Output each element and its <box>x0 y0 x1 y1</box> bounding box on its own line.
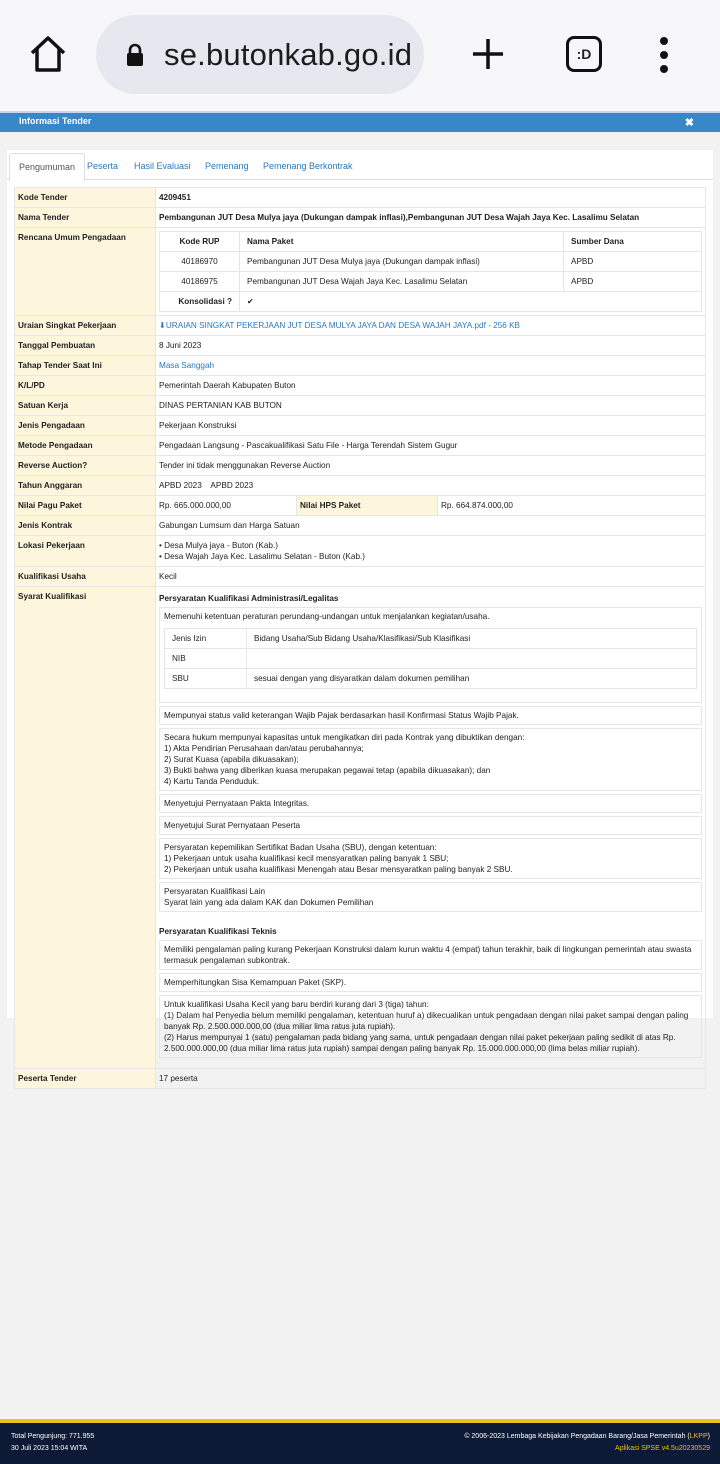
pagu-value: Rp. 665.000.000,00 <box>156 496 297 516</box>
table-row <box>15 356 706 376</box>
dialog-title: Informasi Tender <box>19 116 92 126</box>
table-row <box>15 536 706 567</box>
field-label: Nilai HPS Paket <box>297 496 438 516</box>
lokasi-list <box>159 540 702 562</box>
field-label: Jenis Pengadaan <box>15 416 156 436</box>
syarat-line: 2) Surat Kuasa (apabila dikuasakan); <box>164 755 299 764</box>
field-label: Kualifikasi Usaha <box>15 567 156 587</box>
tender-panel <box>7 150 713 1083</box>
column-header: Nama Paket <box>240 232 564 252</box>
metode-value: Pengadaan Langsung - Pascakualifikasi Satu File - Harga Terendah Sistem Gugur <box>156 436 706 456</box>
syarat-item: Menyetujui Pernyataan Pakta Integritas. <box>159 794 702 813</box>
field-label: Syarat Kualifikasi <box>15 587 156 1069</box>
footer <box>0 1419 720 1464</box>
tab-pengumuman[interactable]: Pengumuman <box>9 153 85 181</box>
browser-toolbar <box>0 0 720 112</box>
peserta-value: 17 peserta <box>156 1069 706 1089</box>
footer-datetime: 30 Juli 2023 15:04 WITA <box>11 1445 88 1452</box>
syarat-item: Memenuhi ketentuan peraturan perundang-undangan untuk menjalankan kegiatan/usaha. <box>164 612 490 621</box>
url-text: se.butonkab.go.id <box>164 37 413 72</box>
izin-bidang <box>247 649 697 669</box>
close-icon[interactable]: ✖ <box>684 117 694 129</box>
copyright <box>464 1433 710 1440</box>
table-row <box>15 416 706 436</box>
syarat-line: (1) Dalam hal Penyedia belum memiliki pengalaman, ketentuan huruf a) dikecualikan untuk pengadaan dengan nilai paket sampai dengan paling banyak Rp. 2.500.000.000,00 (dua miliar lima ratus juta rupiah). <box>164 1011 689 1031</box>
table-row <box>15 496 706 516</box>
table-row <box>15 376 706 396</box>
table-row <box>15 228 706 316</box>
section-title: Persyaratan Kualifikasi Teknis <box>159 927 277 936</box>
lkpp-link[interactable]: LKPP <box>689 1433 708 1440</box>
hps-value: Rp. 664.874.000,00 <box>438 496 706 516</box>
tab-hasil-evaluasi[interactable]: Hasil Evaluasi <box>134 161 191 171</box>
syarat-item <box>159 728 702 791</box>
rup-sumber: APBD <box>564 252 702 272</box>
syarat-item: Menyetujui Surat Pernyataan Peserta <box>159 816 702 835</box>
column-header: Sumber Dana <box>564 232 702 252</box>
column-header: Kode RUP <box>160 232 240 252</box>
nama-tender: Pembangunan JUT Desa Mulya jaya (Dukungan dampak inflasi),Pembangunan JUT Desa Wajah Jaya Kec. Lasalimu Selatan <box>156 208 706 228</box>
syarat-line: Untuk kualifikasi Usaha Kecil yang baru berdiri kurang dari 3 (tiga) tahun: <box>164 1000 429 1009</box>
kode-tender: 4209451 <box>156 188 706 208</box>
syarat-item <box>159 882 702 912</box>
syarat-line: Syarat lain yang ada dalam KAK dan Dokumen Pemilihan <box>164 898 374 907</box>
section-title: Persyaratan Kualifikasi Administrasi/Legalitas <box>159 594 339 603</box>
tender-info-table <box>14 187 706 1089</box>
uraian-download-link[interactable]: URAIAN SINGKAT PEKERJAAN JUT DESA MULYA JAYA DAN DESA WAJAH JAYA.pdf - 256 KB <box>165 321 521 330</box>
syarat-item <box>159 995 702 1058</box>
syarat-line: 1) Pekerjaan untuk usaha kualifikasi kecil mensyaratkan paling banyak 1 SBU; <box>164 854 449 863</box>
izin-table <box>164 628 697 689</box>
field-label: Rencana Umum Pengadaan <box>15 228 156 316</box>
jenis-value: Pekerjaan Konstruksi <box>156 416 706 436</box>
table-row <box>165 649 697 669</box>
table-row <box>15 456 706 476</box>
table-row <box>15 396 706 416</box>
table-row <box>15 476 706 496</box>
rup-nama: Pembangunan JUT Desa Wajah Jaya Kec. Lasalimu Selatan <box>240 272 564 292</box>
syarat-line: 3) Bukti bahwa yang diberikan kuasa merupakan pegawai tetap (apabila dikuasakan); dan <box>164 766 491 775</box>
tab-bar <box>7 150 713 180</box>
download-icon: ⬇ <box>159 321 166 330</box>
syarat-line: Secara hukum mempunyai kapasitas untuk mengikatkan diri pada Kontrak yang dibuktikan dengan: <box>164 733 525 742</box>
tab-switcher-button[interactable]: :D <box>566 36 602 72</box>
field-label: Metode Pengadaan <box>15 436 156 456</box>
more-menu-icon[interactable] <box>658 37 670 73</box>
tab-pemenang-berkontrak[interactable]: Pemenang Berkontrak <box>263 161 353 171</box>
syarat-item: Memiliki pengalaman paling kurang Pekerjaan Konstruksi dalam kurun waktu 4 (empat) tahun terakhir, baik di lingkungan pemerintah atau swasta termasuk pengalaman subkontrak. <box>159 940 702 970</box>
field-label: Nilai Pagu Paket <box>15 496 156 516</box>
field-label: K/L/PD <box>15 376 156 396</box>
table-row <box>15 208 706 228</box>
field-label: Tahun Anggaran <box>15 476 156 496</box>
syarat-line: 2) Pekerjaan untuk usaha kualifikasi Menengah atau Besar mensyaratkan paling banyak 2 SBU. <box>164 865 513 874</box>
list-item: • Desa Wajah Jaya Kec. Lasalimu Selatan - Buton (Kab.) <box>159 551 702 562</box>
column-header: Jenis Izin <box>165 629 247 649</box>
field-label: Uraian Singkat Pekerjaan <box>15 316 156 336</box>
table-row <box>165 669 697 689</box>
syarat-line: 1) Akta Pendirian Perusahaan dan/atau perubahannya; <box>164 744 364 753</box>
field-label: Kode Tender <box>15 188 156 208</box>
field-label: Nama Tender <box>15 208 156 228</box>
rup-table <box>159 231 702 312</box>
kualifikasi-value: Kecil <box>156 567 706 587</box>
rup-row <box>160 272 702 292</box>
rup-kode: 40186970 <box>160 252 240 272</box>
konsolidasi-row <box>160 292 702 312</box>
address-bar[interactable] <box>96 15 424 94</box>
rup-nama: Pembangunan JUT Desa Mulya jaya (Dukungan dampak inflasi) <box>240 252 564 272</box>
syarat-line: Persyaratan kepemilikan Sertifikat Badan Usaha (SBU), dengan ketentuan: <box>164 843 437 852</box>
lock-icon <box>125 43 145 67</box>
syarat-line: 4) Kartu Tanda Penduduk. <box>164 777 259 786</box>
izin-jenis: NIB <box>165 649 247 669</box>
klpd-value: Pemerintah Daerah Kabupaten Buton <box>156 376 706 396</box>
table-row <box>15 436 706 456</box>
kontrak-value: Gabungan Lumsum dan Harga Satuan <box>156 516 706 536</box>
rup-kode: 40186975 <box>160 272 240 292</box>
table-row <box>15 336 706 356</box>
new-tab-icon[interactable] <box>470 36 506 72</box>
field-label: Satuan Kerja <box>15 396 156 416</box>
field-label: Tahap Tender Saat Ini <box>15 356 156 376</box>
tanggal-pembuatan: 8 Juni 2023 <box>156 336 706 356</box>
copyright-text: ) <box>707 1433 710 1440</box>
check-icon: ✔ <box>240 292 702 312</box>
tab-peserta[interactable]: Peserta <box>87 161 119 171</box>
field-label: Tanggal Pembuatan <box>15 336 156 356</box>
izin-jenis: SBU <box>165 669 247 689</box>
table-row <box>15 188 706 208</box>
syarat-item: Memperhitungkan Sisa Kemampuan Paket (SKP). <box>159 973 702 992</box>
field-label: Jenis Kontrak <box>15 516 156 536</box>
app-version: Aplikasi SPSE v4.5u20230529 <box>615 1445 710 1452</box>
table-row <box>15 516 706 536</box>
column-header: Bidang Usaha/Sub Bidang Usaha/Klasifikasi/Sub Klasifikasi <box>247 629 697 649</box>
home-icon[interactable] <box>26 32 70 76</box>
field-label: Peserta Tender <box>15 1069 156 1089</box>
izin-bidang: sesuai dengan yang disyaratkan dalam dokumen pemilihan <box>247 669 697 689</box>
table-row <box>15 567 706 587</box>
syarat-item <box>159 838 702 879</box>
rup-sumber: APBD <box>564 272 702 292</box>
copyright-text: © 2006-2023 Lembaga Kebijakan Pengadaan Barang/Jasa Pemerintah ( <box>464 1433 690 1440</box>
dialog-titlebar <box>0 113 720 132</box>
rup-row <box>160 252 702 272</box>
table-row <box>15 587 706 1069</box>
tahap-link[interactable]: Masa Sanggah <box>156 356 706 376</box>
list-item: • Desa Mulya jaya - Buton (Kab.) <box>159 540 702 551</box>
field-label: Reverse Auction? <box>15 456 156 476</box>
konsolidasi-label: Konsolidasi ? <box>160 292 240 312</box>
syarat-item: Mempunyai status valid keterangan Wajib Pajak berdasarkan hasil Konfirmasi Status Wajib Pajak. <box>159 706 702 725</box>
satker-value: DINAS PERTANIAN KAB BUTON <box>156 396 706 416</box>
field-label: Lokasi Pekerjaan <box>15 536 156 567</box>
visitor-count: Total Pengunjung: 771.955 <box>11 1433 95 1440</box>
tahun-value: APBD 2023 APBD 2023 <box>156 476 706 496</box>
table-row <box>15 1069 706 1089</box>
reverse-value: Tender ini tidak menggunakan Reverse Auction <box>156 456 706 476</box>
tab-pemenang[interactable]: Pemenang <box>205 161 249 171</box>
syarat-line: Persyaratan Kualifikasi Lain <box>164 887 266 896</box>
table-row <box>15 316 706 336</box>
syarat-line: (2) Harus mempunyai 1 (satu) pengalaman pada bidang yang sama, untuk pengadaan dengan nilai paket pekerjaan paling sedikit di atas Rp. 2.500.000.000,00 (dua miliar lima ratus juta rupiah) sampai dengan paling banyak Rp. 15.000.000.000,00 (lima belas miliar rupiah). <box>164 1033 676 1053</box>
